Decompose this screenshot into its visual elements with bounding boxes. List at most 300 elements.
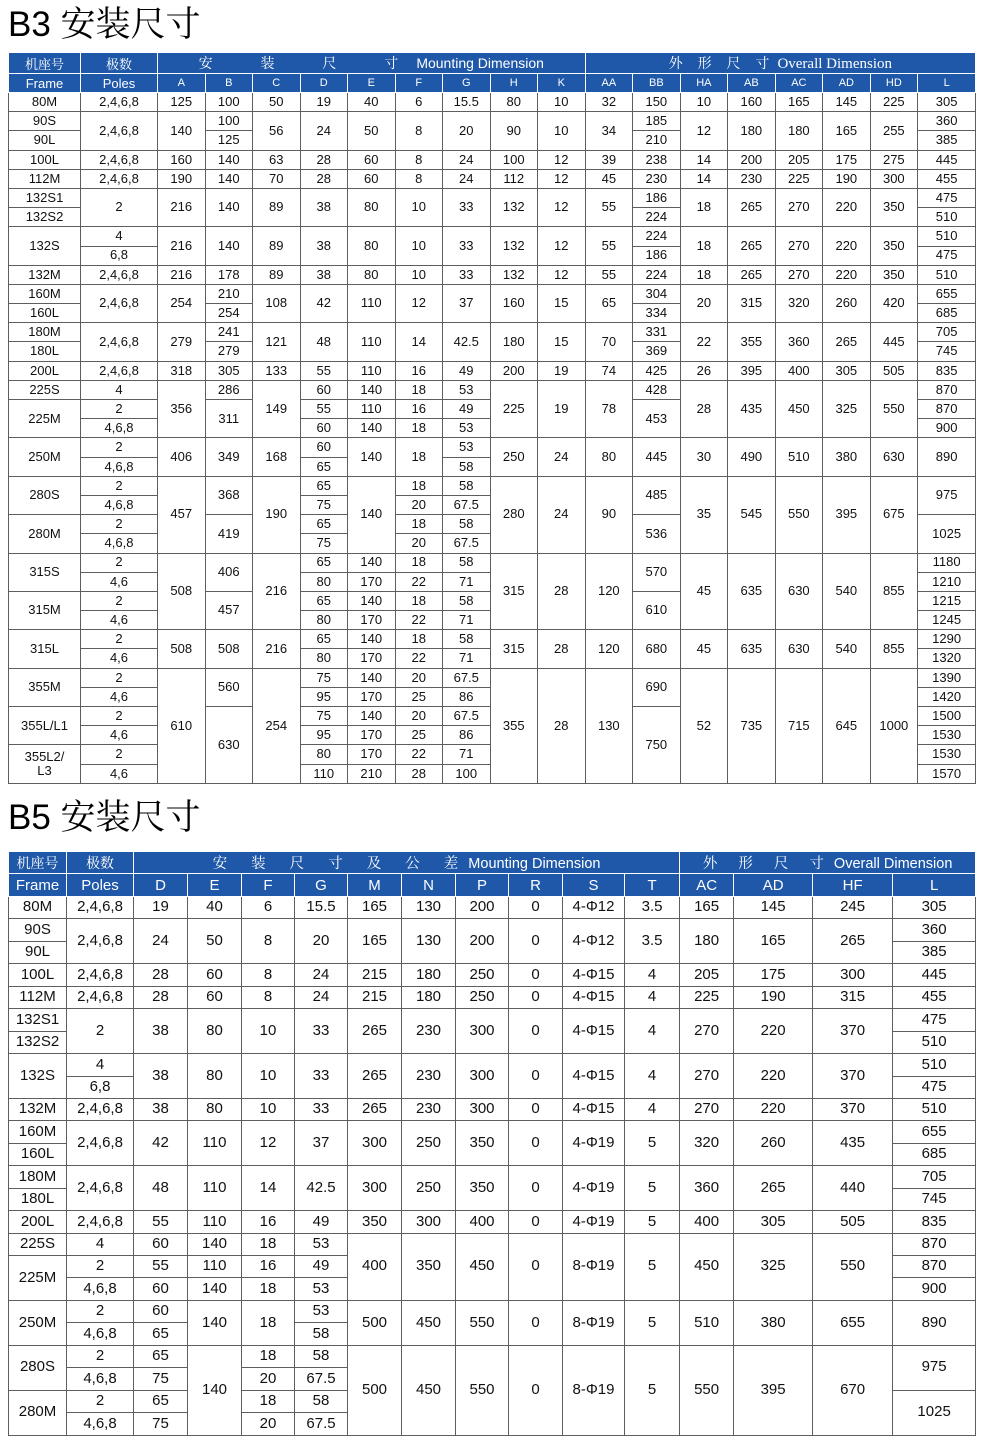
d-cell: 42: [300, 284, 348, 322]
l-cell: 745: [918, 342, 976, 361]
g-cell: 37: [443, 284, 491, 322]
l-cell: 705: [893, 1166, 976, 1188]
t-cell: 5: [625, 1211, 680, 1233]
poles-cell: 4,6,8: [67, 1368, 134, 1390]
g-cell: 86: [443, 687, 491, 706]
e-cell: 140: [348, 668, 396, 687]
m-cell: 215: [348, 964, 402, 986]
bb-cell: 570: [633, 553, 681, 591]
d-cell: 65: [300, 515, 348, 534]
c-cell: 254: [253, 668, 301, 783]
b-cell: 140: [205, 169, 253, 188]
g-cell: 20: [443, 112, 491, 150]
f-cell: 8: [242, 964, 295, 986]
p-cell: 250: [456, 964, 509, 986]
aa-cell: 80: [585, 438, 633, 476]
d-cell: 19: [300, 93, 348, 112]
g-cell: 53: [295, 1233, 348, 1255]
h-cell: 225: [490, 380, 538, 438]
column-header-g: G: [443, 74, 491, 93]
hd-cell: 445: [870, 323, 918, 361]
aa-cell: 55: [585, 188, 633, 226]
ha-cell: 20: [680, 284, 728, 322]
ad-cell: 175: [734, 964, 813, 986]
column-header-s: S: [563, 874, 625, 897]
f-cell: 18: [242, 1233, 295, 1255]
d-cell: 38: [300, 265, 348, 284]
g-cell: 24: [443, 169, 491, 188]
e-cell: 60: [348, 150, 396, 169]
aa-cell: 78: [585, 380, 633, 438]
ad-cell: 220: [823, 227, 871, 265]
column-header-g: G: [295, 874, 348, 897]
hf-cell: 370: [813, 1054, 893, 1099]
poles-cell: 2: [81, 438, 158, 457]
ac-cell: 180: [680, 919, 734, 964]
s-cell: 8-Φ19: [563, 1300, 625, 1345]
g-cell: 58: [443, 591, 491, 610]
l-cell: 475: [918, 246, 976, 265]
poles-cell: 2,4,6,8: [67, 1211, 134, 1233]
c-cell: 216: [253, 630, 301, 668]
f-cell: 20: [242, 1368, 295, 1390]
poles-cell: 4,6: [81, 726, 158, 745]
a-cell: 406: [158, 438, 206, 476]
g-cell: 15.5: [295, 897, 348, 919]
p-cell: 350: [456, 1166, 509, 1211]
hf-cell: 550: [813, 1233, 893, 1300]
column-header-p: P: [456, 874, 509, 897]
hd-cell: 225: [870, 93, 918, 112]
h-cell: 160: [490, 284, 538, 322]
g-cell: 37: [295, 1121, 348, 1166]
frame-cell: 250M: [9, 1300, 67, 1345]
k-cell: 28: [538, 668, 586, 783]
g-cell: 58: [443, 515, 491, 534]
d-cell: 65: [300, 591, 348, 610]
poles-cell: 2,4,6,8: [81, 265, 158, 284]
c-cell: 168: [253, 438, 301, 476]
frame-cell: 160L: [9, 1143, 67, 1165]
ab-cell: 265: [728, 265, 776, 284]
bb-cell: 750: [633, 707, 681, 784]
ac-cell: 270: [775, 188, 823, 226]
f-cell: 20: [395, 495, 443, 514]
overall-dimension-header-en: Overall Dimension: [833, 856, 953, 872]
ad-cell: 395: [823, 476, 871, 553]
d-cell: 80: [300, 572, 348, 591]
d-cell: 80: [300, 649, 348, 668]
ha-cell: 45: [680, 630, 728, 668]
ac-cell: 450: [775, 380, 823, 438]
g-cell: 71: [443, 572, 491, 591]
r-cell: 0: [509, 897, 563, 919]
ac-cell: 715: [775, 668, 823, 783]
e-cell: 110: [188, 1166, 242, 1211]
l-cell: 510: [918, 265, 976, 284]
frame-cell: 112M: [9, 169, 81, 188]
ha-cell: 22: [680, 323, 728, 361]
d-cell: 60: [300, 438, 348, 457]
b-cell: 311: [205, 400, 253, 438]
l-cell: 385: [893, 941, 976, 963]
r-cell: 0: [509, 1054, 563, 1099]
f-cell: 18: [395, 630, 443, 649]
frame-cell: 315L: [9, 630, 81, 668]
bb-cell: 224: [633, 265, 681, 284]
frame-cell: 180L: [9, 1188, 67, 1210]
d-cell: 95: [300, 726, 348, 745]
table-header: [9, 852, 976, 897]
k-cell: 12: [538, 188, 586, 226]
d-cell: 24: [300, 112, 348, 150]
l-cell: 975: [918, 476, 976, 514]
f-cell: 18: [395, 591, 443, 610]
e-cell: 170: [348, 687, 396, 706]
s-cell: 4-Φ15: [563, 986, 625, 1008]
a-cell: 356: [158, 380, 206, 438]
poles-cell: 2: [81, 188, 158, 226]
k-cell: 28: [538, 553, 586, 630]
frame-cell: 315S: [9, 553, 81, 591]
h-cell: 250: [490, 438, 538, 476]
g-cell: 67.5: [443, 534, 491, 553]
h-cell: 315: [490, 553, 538, 630]
bb-cell: 224: [633, 208, 681, 227]
ab-cell: 355: [728, 323, 776, 361]
b-cell: 178: [205, 265, 253, 284]
t-cell: 5: [625, 1345, 680, 1435]
ab-cell: 435: [728, 380, 776, 438]
d-cell: 75: [134, 1413, 188, 1435]
f-cell: 20: [395, 668, 443, 687]
ac-cell: 510: [775, 438, 823, 476]
t-cell: 3.5: [625, 919, 680, 964]
b-cell: 140: [205, 188, 253, 226]
d-cell: 80: [300, 745, 348, 764]
ad-cell: 220: [823, 188, 871, 226]
table-row: [9, 630, 976, 649]
header-row-columns: [9, 74, 976, 93]
ha-cell: 18: [680, 188, 728, 226]
r-cell: 0: [509, 1233, 563, 1300]
f-cell: 10: [242, 1098, 295, 1120]
e-cell: 170: [348, 745, 396, 764]
frame-cell: 100L: [9, 150, 81, 169]
hd-cell: 255: [870, 112, 918, 150]
column-header-ad: AD: [734, 874, 813, 897]
hf-cell: 315: [813, 986, 893, 1008]
g-cell: 33: [443, 188, 491, 226]
poles-cell: 4,6,8: [81, 419, 158, 438]
ac-cell: 400: [680, 1211, 734, 1233]
l-cell: 510: [918, 208, 976, 227]
l-cell: 1210: [918, 572, 976, 591]
l-cell: 975: [893, 1345, 976, 1390]
e-cell: 170: [348, 649, 396, 668]
ad-cell: 260: [734, 1121, 813, 1166]
ad-cell: 540: [823, 553, 871, 630]
b-cell: 305: [205, 361, 253, 380]
m-cell: 300: [348, 1121, 402, 1166]
frame-cell: 132S2: [9, 208, 81, 227]
f-cell: 8: [395, 112, 443, 150]
d-cell: 65: [134, 1323, 188, 1345]
l-cell: 475: [918, 188, 976, 207]
b-cell: 140: [205, 150, 253, 169]
c-cell: 108: [253, 284, 301, 322]
a-cell: 190: [158, 169, 206, 188]
ac-cell: 320: [680, 1121, 734, 1166]
poles-cell: 4,6,8: [67, 1413, 134, 1435]
c-cell: 70: [253, 169, 301, 188]
hd-cell: 300: [870, 169, 918, 188]
e-cell: 170: [348, 611, 396, 630]
e-cell: 80: [188, 1009, 242, 1054]
g-cell: 33: [295, 1009, 348, 1054]
ad-cell: 190: [823, 169, 871, 188]
f-cell: 18: [395, 515, 443, 534]
f-cell: 14: [395, 323, 443, 361]
ad-cell: 380: [823, 438, 871, 476]
column-header-f: F: [395, 74, 443, 93]
bb-cell: 453: [633, 400, 681, 438]
f-cell: 18: [242, 1390, 295, 1412]
hd-cell: 505: [870, 361, 918, 380]
f-cell: 25: [395, 726, 443, 745]
f-cell: 8: [242, 919, 295, 964]
bb-cell: 334: [633, 304, 681, 323]
d-cell: 48: [134, 1166, 188, 1211]
poles-cell: 4,6,8: [81, 495, 158, 514]
table-row: [9, 265, 976, 284]
e-cell: 60: [348, 169, 396, 188]
mounting-dimension-header: [134, 852, 680, 874]
bb-cell: 445: [633, 438, 681, 476]
ad-cell: 220: [734, 1054, 813, 1099]
b3-dimension-table: [8, 52, 976, 784]
table-row: [9, 1166, 976, 1188]
e-cell: 110: [348, 284, 396, 322]
m-cell: 265: [348, 1054, 402, 1099]
s-cell: 4-Φ15: [563, 1009, 625, 1054]
f-cell: 18: [395, 438, 443, 476]
g-cell: 71: [443, 649, 491, 668]
ha-cell: 12: [680, 112, 728, 150]
column-header-bb: BB: [633, 74, 681, 93]
ad-cell: 645: [823, 668, 871, 783]
frame-cell: 160M: [9, 284, 81, 303]
e-cell: 80: [348, 265, 396, 284]
poles-cell: 4,6,8: [67, 1323, 134, 1345]
poles-cell: 2,4,6,8: [67, 1098, 134, 1120]
g-cell: 53: [443, 438, 491, 457]
overall-dimension-header: [680, 852, 976, 874]
frame-cell: 280S: [9, 476, 81, 514]
e-cell: 110: [188, 1256, 242, 1278]
ab-cell: 265: [728, 227, 776, 265]
d-cell: 60: [300, 419, 348, 438]
overall-dimension-header-en: Overall Dimension: [777, 56, 892, 72]
ad-cell: 540: [823, 630, 871, 668]
frame-cell: 100L: [9, 964, 67, 986]
g-cell: 100: [443, 764, 491, 783]
g-cell: 33: [295, 1098, 348, 1120]
g-cell: 24: [443, 150, 491, 169]
g-cell: 67.5: [443, 707, 491, 726]
table-row: [9, 380, 976, 399]
b-cell: 349: [205, 438, 253, 476]
d-cell: 28: [300, 169, 348, 188]
d-cell: 60: [134, 1233, 188, 1255]
s-cell: 4-Φ15: [563, 1054, 625, 1099]
frame-cell: 90S: [9, 919, 67, 941]
r-cell: 0: [509, 1300, 563, 1345]
column-header-l: L: [918, 74, 976, 93]
poles-cell: 4,6,8: [81, 534, 158, 553]
column-header-ha: HA: [680, 74, 728, 93]
l-cell: 360: [918, 112, 976, 131]
d-cell: 75: [134, 1368, 188, 1390]
poles-cell: 2,4,6,8: [81, 323, 158, 361]
f-cell: 10: [242, 1009, 295, 1054]
poles-cell: 2: [81, 476, 158, 495]
d-cell: 28: [300, 150, 348, 169]
table-row: [9, 227, 976, 246]
k-cell: 12: [538, 169, 586, 188]
d-cell: 55: [300, 400, 348, 419]
r-cell: 0: [509, 1211, 563, 1233]
column-header-ac: AC: [680, 874, 734, 897]
poles-cell: 2: [81, 400, 158, 419]
ad-cell: 395: [734, 1345, 813, 1435]
e-cell: 140: [348, 591, 396, 610]
e-cell: 140: [348, 476, 396, 553]
l-cell: 685: [918, 304, 976, 323]
column-header-t: T: [625, 874, 680, 897]
bb-cell: 369: [633, 342, 681, 361]
g-cell: 53: [295, 1278, 348, 1300]
d-cell: 48: [300, 323, 348, 361]
k-cell: 12: [538, 265, 586, 284]
f-cell: 18: [395, 476, 443, 495]
ac-cell: 225: [680, 986, 734, 1008]
poles-cell: 4,6: [81, 572, 158, 591]
frame-cell: 200L: [9, 1211, 67, 1233]
ha-cell: 14: [680, 150, 728, 169]
ac-cell: 270: [775, 265, 823, 284]
b-cell: 560: [205, 668, 253, 706]
poles-cell: 2: [81, 707, 158, 726]
frame-cell: 355L2/ L3: [9, 745, 81, 783]
t-cell: 4: [625, 1098, 680, 1120]
ab-cell: 265: [728, 188, 776, 226]
poles-cell: 4: [67, 1054, 134, 1076]
r-cell: 0: [509, 1009, 563, 1054]
e-cell: 140: [188, 1278, 242, 1300]
r-cell: 0: [509, 964, 563, 986]
f-cell: 22: [395, 745, 443, 764]
m-cell: 350: [348, 1211, 402, 1233]
column-header-hd: HD: [870, 74, 918, 93]
g-cell: 53: [295, 1300, 348, 1322]
t-cell: 4: [625, 986, 680, 1008]
frame-cell: 225S: [9, 1233, 67, 1255]
hf-cell: 370: [813, 1098, 893, 1120]
a-cell: 160: [158, 150, 206, 169]
aa-cell: 65: [585, 284, 633, 322]
f-cell: 8: [395, 169, 443, 188]
e-cell: 140: [348, 630, 396, 649]
ad-cell: 165: [823, 112, 871, 150]
ab-cell: 545: [728, 476, 776, 553]
l-cell: 475: [893, 1009, 976, 1031]
e-cell: 110: [188, 1121, 242, 1166]
d-cell: 38: [134, 1009, 188, 1054]
column-header-e: E: [188, 874, 242, 897]
poles-header-cn: 极数: [81, 53, 158, 74]
hd-cell: 350: [870, 265, 918, 284]
column-header-ac: AC: [775, 74, 823, 93]
k-cell: 15: [538, 284, 586, 322]
a-cell: 508: [158, 553, 206, 630]
f-cell: 10: [395, 265, 443, 284]
c-cell: 121: [253, 323, 301, 361]
e-cell: 170: [348, 726, 396, 745]
poles-cell: 2,4,6,8: [67, 1121, 134, 1166]
l-cell: 455: [918, 169, 976, 188]
hd-cell: 855: [870, 553, 918, 630]
ac-cell: 270: [680, 1009, 734, 1054]
e-cell: 80: [348, 188, 396, 226]
bb-cell: 428: [633, 380, 681, 399]
ac-cell: 360: [775, 323, 823, 361]
frame-cell: 160L: [9, 304, 81, 323]
bb-cell: 485: [633, 476, 681, 514]
e-cell: 140: [188, 1300, 242, 1345]
n-cell: 180: [402, 986, 456, 1008]
ac-cell: 270: [775, 227, 823, 265]
g-cell: 58: [443, 476, 491, 495]
g-cell: 20: [295, 919, 348, 964]
e-cell: 60: [188, 964, 242, 986]
frame-cell: 80M: [9, 93, 81, 112]
poles-cell: 2,4,6,8: [81, 150, 158, 169]
d-cell: 38: [300, 188, 348, 226]
a-cell: 125: [158, 93, 206, 112]
poles-cell: 2,4,6,8: [81, 169, 158, 188]
column-header-d: D: [300, 74, 348, 93]
aa-cell: 55: [585, 227, 633, 265]
m-cell: 165: [348, 919, 402, 964]
ab-cell: 735: [728, 668, 776, 783]
a-cell: 140: [158, 112, 206, 150]
l-cell: 1245: [918, 611, 976, 630]
poles-header-cn: 极数: [67, 852, 134, 874]
poles-cell: 4: [67, 1233, 134, 1255]
hd-cell: 420: [870, 284, 918, 322]
r-cell: 0: [509, 919, 563, 964]
s-cell: 4-Φ19: [563, 1166, 625, 1211]
column-header-aa: AA: [585, 74, 633, 93]
header-row-titles: [9, 852, 976, 874]
aa-cell: 120: [585, 553, 633, 630]
p-cell: 200: [456, 919, 509, 964]
aa-cell: 70: [585, 323, 633, 361]
ac-cell: 360: [680, 1166, 734, 1211]
poles-cell: 4,6,8: [67, 1278, 134, 1300]
table-row: [9, 93, 976, 112]
